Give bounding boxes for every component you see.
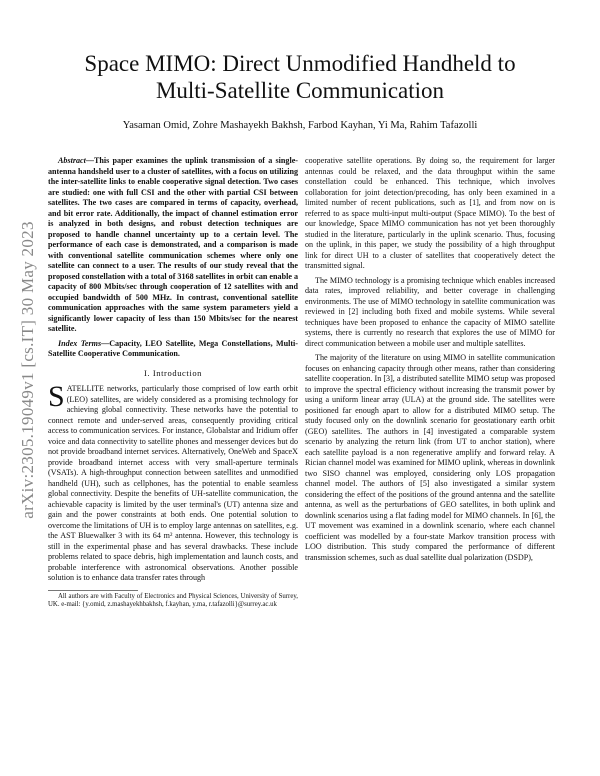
abstract-text: —This paper examines the uplink transmission of a single-antenna handsheld user to a cluster of satellites, with a focus on utilizing the inter-satellite links to enable cooperative signal detection. Two cases are studied: one with full CSI and the other with partial CSI between satellites. The two cases are compared in terms of capacity, overhead, and bit error rate. Additionally, the impact of channel estimation error is analyzed in both designs, and robust detection techniques are proposed to handle channel uncertainty up to a certain level. The performance of each case is demonstrated, and a comparison is made with conventional satellite communication schemes where only one satellite can connect to a user. The results of our study reveal that the proposed constellation with a total of 3168 satellites in orbit can enable a capacity of 800 Mbits/sec through cooperation of 12 satellites with and occupied bandwidth of 500 MHz. In contrast, conventional satellite communication approaches with the same system parameters yield a significantly lower capacity of less than 150 Mbits/sec for the nearest satellite. [48,156,298,333]
author-affiliation-footnote: All authors are with Faculty of Electronics and Physical Sciences, University of Surrey, UK. e-mail: {y.omid, z.mashayekhbakhsh, f.kayhan, y.ma, r.tafazolli}@surrey.ac.uk [48,592,298,609]
section-heading-introduction: I. Introduction [143,367,203,378]
drop-cap: S [48,380,65,413]
body-paragraph-3: The majority of the literature on using MIMO in satellite communication focuses on enhancing capacity through other means, rather than considering satellite cooperation. In [3], a distributed satellite MIMO setup was proposed to improve the spectral efficiency without increasing the transmit power by using a uniform linear array (ULA) at the ground side. The satellites were positioned far enough apart to allow for a distributed MIMO setup. The study focused only on the downlink scenario for geostationary earth orbit (GEO) satellites. The authors in [4] investigated a comparable system scenario by analyzing the return link (from UT to anchor station), where each satellite payload is a non regenerative amplify and forward relay. A Rician channel model was examined for MIMO uplink, whereas in downlink two SISO channel was employed, considering only LOS propagation channel model. The authors of [5] also investigated a similar system considering the effect of the positions of the ground antenna and the satellite antenna, as well as the perturbations of GEO satellites, in both uplink and downlink scenarios using a flat fading model for MIMO channels. In [6], the UT movement was examined in a downlink scenario, where each channel coefficient was modelled by a four-state Markov transition process with LOO distribution. This study compared the performance of different transmission schemes, such as dual satellite dual polarization (DSDP), [305,353,555,562]
body-paragraph-2: The MIMO technology is a promising technique which enables increased data rates, improved reliability, and better coverage in challenging environments. The use of MIMO technology in satellite communication was reviewed in [2] including both fixed and mobile systems. While several techniques have been proposed to enhance the capacity of MIMO satellite systems, there is currently no research that explores the use of MIMO for direct communication between a mobile user and multiple satellites. [305,275,555,348]
intro-paragraph [48,380,298,584]
author-list: Yasaman Omid, Zohre Mashayekh Bakhsh, Farbod Kayhan, Yi Ma, Rahim Tafazolli [122,120,478,131]
index-terms [48,339,298,360]
arxiv-identifier: arXiv:2305.19049v1 [cs.IT] 30 May 2023 [18,221,37,519]
arxiv-sidebar [8,150,48,590]
abstract [48,156,298,335]
intro-paragraph-text: ATELLITE networks, particularly those comprised of low earth orbit (LEO) satellites, are widely considered as a promising technology for achieving global connectivity. These networks have the potential to connect remote and under-served areas, consequently providing critical access to communication services. For instance, Globalstar and Iridium offer voice and data connectivity to satellite phones and messenger devices but do not provide broadband internet services. Alternatively, OneWeb and SpaceX provide broadband internet access with very small-aperture terminals (VSATs). A high-throughput connection between satellites and unmodified handheld (UH), such as cellphones, has the potential to enable seamless global connectivity. Despite the benefits of UH-satellite communication, the achievable capacity is limited by the user terminal's (UT) antenna size and gain and the power constraints at both ends. One potential solution to overcome the limitations of UH is to employ large antennas on satellites, e.g. the AST Bluewalker 3 with its 64 m² antenna. However, this technology is still in the experimental phase and has several drawbacks. These include problems related to space debris, high implementation and launch costs, and probable interference with astronomical observations. Another possible solution is to enhance data transfer rates through [48,384,298,582]
right-column [305,156,555,567]
body-paragraph-1: cooperative satellite operations. By doing so, the requirement for larger antennas could be relaxed, and the data throughput within the same constellation could be enhanced. This technique, which involves collaboration for joint detection/precoding, has only been examined in a limited number of recent publications, such as [1], and from now on is referred to as space multi-input multi-output (Space MIMO). To the best of our knowledge, Space MIMO communication has not yet been thoroughly studied in the literature, particularly in the uplink scenario. Thus, focusing on the uplink, in this paper, we study the possibility of a high throughput link for direct UH to a cluster of satellites that cooperatively detect the transmitted signal. [305,156,555,270]
abstract-label: Abstract [58,156,86,165]
paper-title: Space MIMO: Direct Unmodified Handheld to Multi-Satellite Communication [84,51,516,103]
left-column [48,156,298,614]
index-terms-label: Index Terms [58,338,102,348]
index-terms-text: —Capacity, LEO Satellite, Mega Constellations, Multi-Satellite Cooperative Communication. [48,338,298,358]
